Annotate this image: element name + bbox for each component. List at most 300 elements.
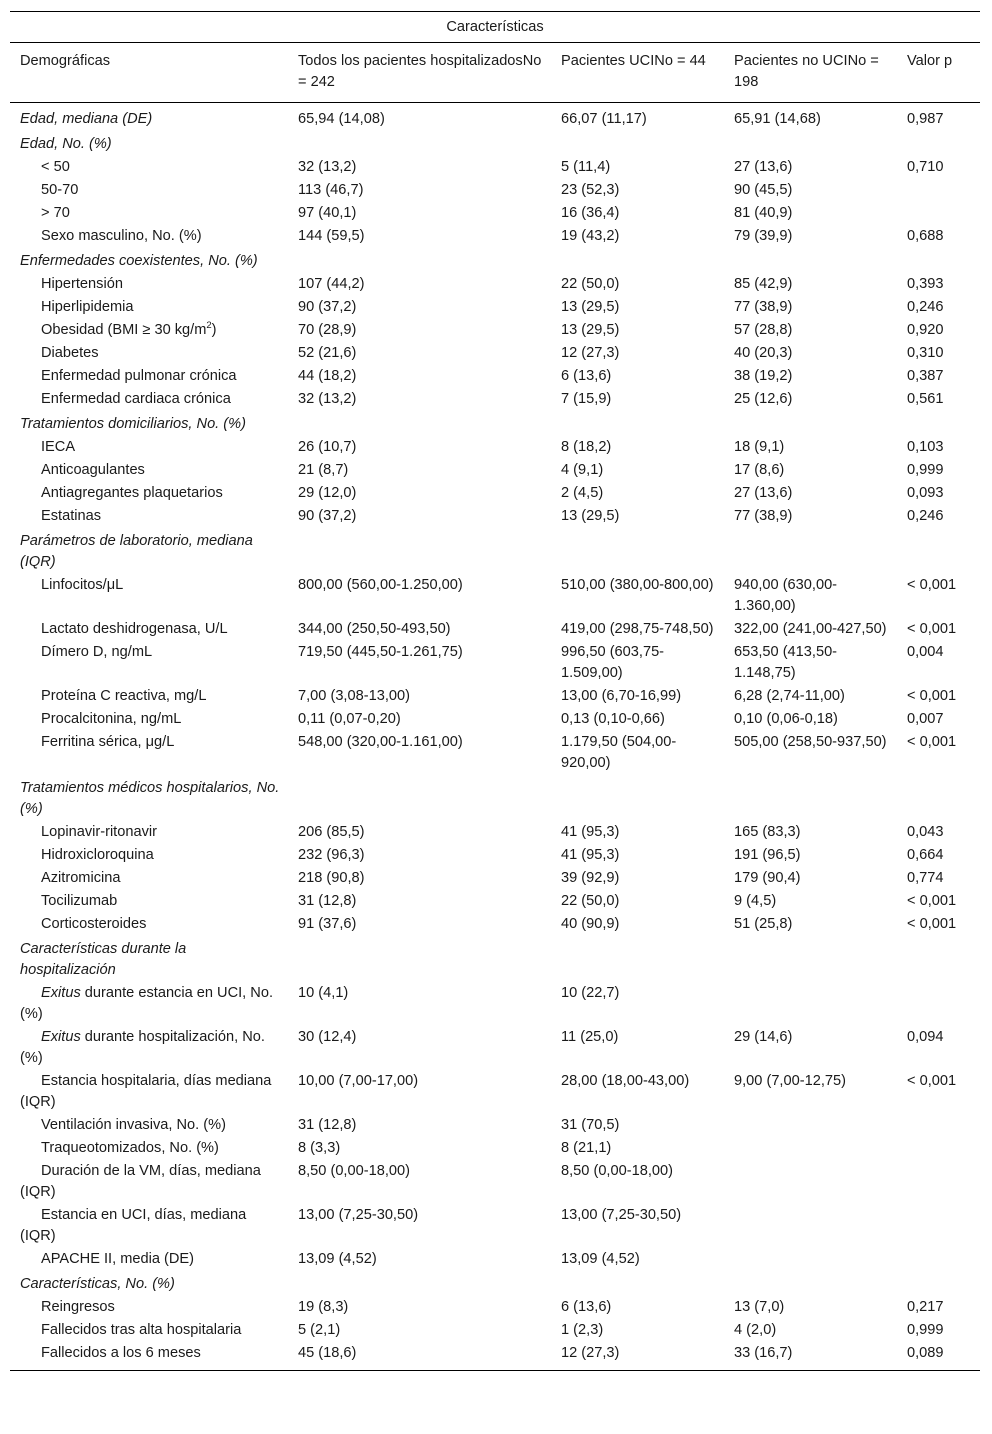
value-no-uci: 65,91 (14,68)	[734, 111, 821, 127]
row-label-text: Características durante la hospitalización	[20, 941, 187, 978]
row-label	[10, 179, 288, 202]
row-label	[10, 319, 288, 342]
value-no-uci	[724, 1114, 897, 1137]
row-label	[10, 936, 288, 982]
value-no-uci	[724, 1137, 897, 1160]
table-row	[10, 1296, 980, 1319]
value-p: 0,774	[907, 870, 944, 886]
value-p	[897, 1160, 980, 1204]
value-no-uci	[724, 131, 897, 156]
value-uci: 41 (95,3)	[561, 824, 620, 840]
value-uci: 13,09 (4,52)	[561, 1251, 640, 1267]
value-no-uci: 322,00 (241,00-427,50)	[734, 621, 887, 637]
characteristics-table	[10, 43, 980, 1370]
row-label-text: Parámetros de laboratorio, mediana (IQR)	[20, 533, 253, 570]
value-no-uci: 38 (19,2)	[734, 368, 793, 384]
value-uci: 419,00 (298,75-748,50)	[561, 621, 714, 637]
row-label	[10, 708, 288, 731]
value-uci: 2 (4,5)	[561, 485, 604, 501]
bottom-rule	[10, 1370, 980, 1371]
value-p	[897, 528, 980, 574]
value-uci: 23 (52,3)	[561, 182, 620, 198]
value-p: < 0,001	[907, 621, 957, 637]
value-no-uci: 940,00 (630,00-1.360,00)	[734, 577, 838, 614]
value-all	[288, 411, 551, 436]
table-row	[10, 618, 980, 641]
row-label-text: Ventilación invasiva, No. (%)	[41, 1117, 226, 1133]
table-row	[10, 821, 980, 844]
table-row	[10, 156, 980, 179]
row-label-text: Estancia en UCI, días, mediana (IQR)	[20, 1207, 247, 1244]
value-p: 0,217	[907, 1299, 944, 1315]
row-label-text: Estancia hospitalaria, días mediana (IQR)	[20, 1073, 272, 1110]
value-no-uci: 165 (83,3)	[734, 824, 801, 840]
row-label-text: Hidroxicloroquina	[41, 847, 154, 863]
table-row	[10, 844, 980, 867]
value-no-uci: 40 (20,3)	[734, 345, 793, 361]
row-label	[10, 103, 288, 132]
row-label	[10, 844, 288, 867]
table-row	[10, 365, 980, 388]
value-p: 0,710	[907, 159, 944, 175]
row-label-text: Obesidad (BMI ≥ 30 kg/m	[41, 322, 207, 338]
value-p: 0,310	[907, 345, 944, 361]
value-uci	[551, 131, 724, 156]
row-label-text: Lactato deshidrogenasa, U/L	[41, 621, 228, 637]
value-p	[897, 411, 980, 436]
row-label	[10, 342, 288, 365]
row-label-emphasis: Exitus	[41, 1029, 81, 1045]
value-all	[288, 1271, 551, 1296]
value-p: < 0,001	[907, 734, 957, 750]
row-label	[10, 1070, 288, 1114]
row-label	[10, 388, 288, 411]
row-label-text: Enfermedad cardiaca crónica	[41, 391, 231, 407]
table-row	[10, 641, 980, 685]
table-row	[10, 982, 980, 1026]
row-label-text: Estatinas	[41, 508, 102, 524]
row-label	[10, 821, 288, 844]
value-no-uci	[724, 528, 897, 574]
value-uci: 39 (92,9)	[561, 870, 620, 886]
value-no-uci: 179 (90,4)	[734, 870, 801, 886]
row-label	[10, 574, 288, 618]
value-p: < 0,001	[907, 916, 957, 932]
row-label	[10, 641, 288, 685]
value-no-uci: 51 (25,8)	[734, 916, 793, 932]
row-label-text: Antiagregantes plaquetarios	[41, 485, 223, 501]
value-no-uci: 653,50 (413,50-1.148,75)	[734, 644, 838, 681]
section-row	[10, 528, 980, 574]
row-label	[10, 890, 288, 913]
row-label	[10, 1319, 288, 1342]
value-no-uci: 57 (28,8)	[734, 322, 793, 338]
table-row	[10, 388, 980, 411]
value-no-uci	[724, 982, 897, 1026]
value-all: 344,00 (250,50-493,50)	[298, 621, 451, 637]
value-p	[897, 775, 980, 821]
value-all: 10 (4,1)	[298, 985, 349, 1001]
row-label	[10, 459, 288, 482]
row-label-text: Edad, mediana (DE)	[20, 111, 153, 127]
value-all	[288, 528, 551, 574]
row-label	[10, 1342, 288, 1370]
table-row	[10, 436, 980, 459]
row-label	[10, 1296, 288, 1319]
row-label-text: Tratamientos domiciliarios, No. (%)	[20, 416, 246, 432]
value-uci: 1 (2,3)	[561, 1322, 604, 1338]
value-no-uci	[724, 1204, 897, 1248]
value-all: 29 (12,0)	[298, 485, 357, 501]
value-all	[288, 248, 551, 273]
row-label-text: Procalcitonina, ng/mL	[41, 711, 182, 727]
value-uci: 28,00 (18,00-43,00)	[561, 1073, 690, 1089]
header-no-uci: Pacientes no UCINo = 198	[734, 53, 879, 90]
value-no-uci: 4 (2,0)	[734, 1322, 777, 1338]
value-uci: 8 (21,1)	[561, 1140, 612, 1156]
row-label-text: Características, No. (%)	[20, 1276, 175, 1292]
value-all: 91 (37,6)	[298, 916, 357, 932]
value-all: 13,00 (7,25-30,50)	[298, 1207, 419, 1223]
value-all: 5 (2,1)	[298, 1322, 341, 1338]
value-uci: 66,07 (11,17)	[561, 111, 647, 127]
value-no-uci: 27 (13,6)	[734, 485, 793, 501]
value-uci	[551, 411, 724, 436]
value-p: < 0,001	[907, 1073, 957, 1089]
row-label-suffix: )	[211, 322, 217, 338]
value-all: 10,00 (7,00-17,00)	[298, 1073, 419, 1089]
value-all: 90 (37,2)	[298, 508, 357, 524]
value-no-uci: 25 (12,6)	[734, 391, 793, 407]
row-label-text: Corticosteroides	[41, 916, 147, 932]
value-no-uci	[724, 1160, 897, 1204]
row-label-text: Fallecidos a los 6 meses	[41, 1345, 201, 1361]
value-uci: 5 (11,4)	[561, 159, 611, 175]
value-uci: 12 (27,3)	[561, 1345, 620, 1361]
value-p: 0,664	[907, 847, 944, 863]
value-no-uci: 9,00 (7,00-12,75)	[734, 1073, 846, 1089]
value-no-uci: 33 (16,7)	[734, 1345, 793, 1361]
row-label-text: APACHE II, media (DE)	[41, 1251, 194, 1267]
row-label	[10, 1137, 288, 1160]
table-row	[10, 459, 980, 482]
value-p: 0,094	[907, 1029, 944, 1045]
value-uci: 22 (50,0)	[561, 893, 620, 909]
row-label	[10, 731, 288, 775]
value-no-uci: 77 (38,9)	[734, 508, 793, 524]
value-p	[897, 1204, 980, 1248]
row-label-text: Lopinavir-ritonavir	[41, 824, 157, 840]
value-all: 26 (10,7)	[298, 439, 357, 455]
value-uci: 11 (25,0)	[561, 1029, 619, 1045]
header-valor-p: Valor p	[907, 53, 953, 69]
row-label	[10, 505, 288, 528]
value-all: 206 (85,5)	[298, 824, 365, 840]
value-p	[897, 179, 980, 202]
section-row	[10, 1271, 980, 1296]
value-p: 0,999	[907, 462, 944, 478]
value-all: 65,94 (14,08)	[298, 111, 385, 127]
row-label-text: durante hospitalización, No. (%)	[20, 1029, 265, 1066]
value-p	[897, 1137, 980, 1160]
value-all: 232 (96,3)	[298, 847, 365, 863]
value-p: 0,103	[907, 439, 944, 455]
value-uci: 13 (29,5)	[561, 299, 620, 315]
value-uci: 7 (15,9)	[561, 391, 612, 407]
row-label	[10, 685, 288, 708]
value-p	[897, 248, 980, 273]
value-no-uci: 81 (40,9)	[734, 205, 793, 221]
row-label	[10, 528, 288, 574]
table-row	[10, 296, 980, 319]
row-label-text: Enfermedades coexistentes, No. (%)	[20, 253, 258, 269]
section-row	[10, 248, 980, 273]
value-uci: 16 (36,4)	[561, 205, 620, 221]
value-all: 719,50 (445,50-1.261,75)	[298, 644, 463, 660]
table-row	[10, 1114, 980, 1137]
table-row	[10, 1026, 980, 1070]
value-no-uci	[724, 936, 897, 982]
row-label-text: durante estancia en UCI, No. (%)	[20, 985, 274, 1022]
row-label	[10, 1026, 288, 1070]
value-uci: 510,00 (380,00-800,00)	[561, 577, 714, 593]
value-uci: 13,00 (6,70-16,99)	[561, 688, 682, 704]
value-p: 0,246	[907, 508, 944, 524]
row-label-text: Diabetes	[41, 345, 99, 361]
row-label	[10, 775, 288, 821]
table-row	[10, 708, 980, 731]
row-label-text: Enfermedad pulmonar crónica	[41, 368, 237, 384]
table-row	[10, 225, 980, 248]
value-p: < 0,001	[907, 893, 957, 909]
value-no-uci: 17 (8,6)	[734, 462, 785, 478]
value-all: 44 (18,2)	[298, 368, 357, 384]
table-row	[10, 574, 980, 618]
row-label	[10, 913, 288, 936]
table-row	[10, 179, 980, 202]
value-p	[897, 936, 980, 982]
value-no-uci	[724, 248, 897, 273]
table-row	[10, 273, 980, 296]
value-no-uci: 0,10 (0,06-0,18)	[734, 711, 838, 727]
value-uci: 41 (95,3)	[561, 847, 620, 863]
value-no-uci: 79 (39,9)	[734, 228, 793, 244]
value-all: 30 (12,4)	[298, 1029, 357, 1045]
row-label-text: Edad, No. (%)	[20, 136, 112, 152]
row-label-text: Anticoagulantes	[41, 462, 145, 478]
row-label	[10, 248, 288, 273]
value-no-uci	[724, 1248, 897, 1271]
value-all: 90 (37,2)	[298, 299, 357, 315]
header-uci: Pacientes UCINo = 44	[561, 53, 706, 69]
row-label-text: Traqueotomizados, No. (%)	[41, 1140, 219, 1156]
row-label	[10, 225, 288, 248]
row-label-text: 50-70	[41, 182, 79, 198]
table-row	[10, 890, 980, 913]
table-row	[10, 342, 980, 365]
value-all: 97 (40,1)	[298, 205, 357, 221]
row-label-text: Tratamientos médicos hospitalarios, No. (%)	[20, 780, 280, 817]
row-label	[10, 202, 288, 225]
table-row	[10, 685, 980, 708]
header-todos: Todos los pacientes hospitalizadosNo = 242	[298, 53, 542, 90]
row-label-text: Hipertensión	[41, 276, 123, 292]
value-no-uci: 90 (45,5)	[734, 182, 793, 198]
value-p: 0,561	[907, 391, 944, 407]
value-all: 0,11 (0,07-0,20)	[298, 711, 401, 727]
row-label	[10, 982, 288, 1026]
value-no-uci	[724, 775, 897, 821]
value-uci: 12 (27,3)	[561, 345, 620, 361]
value-p	[897, 131, 980, 156]
value-uci	[551, 1271, 724, 1296]
value-all	[288, 936, 551, 982]
row-label	[10, 1271, 288, 1296]
value-all: 13,09 (4,52)	[298, 1251, 377, 1267]
value-uci: 10 (22,7)	[561, 985, 620, 1001]
value-p: 0,007	[907, 711, 944, 727]
row-label	[10, 436, 288, 459]
table-caption: Características	[10, 12, 980, 43]
value-p: 0,093	[907, 485, 944, 501]
value-no-uci: 13 (7,0)	[734, 1299, 785, 1315]
row-label-text: Sexo masculino, No. (%)	[41, 228, 202, 244]
table-row	[10, 1319, 980, 1342]
value-p: 0,920	[907, 322, 944, 338]
value-p: 0,999	[907, 1322, 944, 1338]
row-label-text: IECA	[41, 439, 76, 455]
value-uci: 996,50 (603,75-1.509,00)	[561, 644, 665, 681]
value-no-uci: 18 (9,1)	[734, 439, 785, 455]
value-p: 0,987	[907, 111, 944, 127]
value-all: 19 (8,3)	[298, 1299, 349, 1315]
table-row	[10, 1070, 980, 1114]
value-p	[897, 202, 980, 225]
value-all: 21 (8,7)	[298, 462, 349, 478]
value-uci: 8,50 (0,00-18,00)	[561, 1163, 673, 1179]
value-uci: 13 (29,5)	[561, 322, 620, 338]
table-row	[10, 867, 980, 890]
value-uci: 1.179,50 (504,00-920,00)	[561, 734, 677, 771]
section-row	[10, 131, 980, 156]
value-no-uci: 29 (14,6)	[734, 1029, 793, 1045]
row-label	[10, 1248, 288, 1271]
value-p	[897, 1114, 980, 1137]
section-row	[10, 936, 980, 982]
value-p: 0,393	[907, 276, 944, 292]
value-no-uci: 6,28 (2,74-11,00)	[734, 688, 845, 704]
value-no-uci	[724, 1271, 897, 1296]
value-uci: 22 (50,0)	[561, 276, 620, 292]
section-row	[10, 103, 980, 132]
table-row	[10, 202, 980, 225]
table-row	[10, 1137, 980, 1160]
value-uci: 6 (13,6)	[561, 1299, 612, 1315]
table-row	[10, 1248, 980, 1271]
table-row	[10, 913, 980, 936]
row-label	[10, 1204, 288, 1248]
value-p	[897, 982, 980, 1026]
header-row	[10, 43, 980, 103]
value-all: 31 (12,8)	[298, 1117, 357, 1133]
value-no-uci: 9 (4,5)	[734, 893, 777, 909]
value-uci: 13 (29,5)	[561, 508, 620, 524]
value-all: 31 (12,8)	[298, 893, 357, 909]
header-demograficas: Demográficas	[20, 53, 111, 69]
value-uci: 6 (13,6)	[561, 368, 612, 384]
value-all: 8,50 (0,00-18,00)	[298, 1163, 410, 1179]
row-label	[10, 296, 288, 319]
value-uci: 4 (9,1)	[561, 462, 604, 478]
row-label	[10, 1114, 288, 1137]
row-label-text: Reingresos	[41, 1299, 115, 1315]
row-label	[10, 1160, 288, 1204]
row-label-text: Fallecidos tras alta hospitalaria	[41, 1322, 242, 1338]
row-label-text: > 70	[41, 205, 70, 221]
value-p: 0,043	[907, 824, 944, 840]
value-all: 7,00 (3,08-13,00)	[298, 688, 410, 704]
value-uci	[551, 248, 724, 273]
table-container	[10, 11, 980, 1371]
value-p: 0,246	[907, 299, 944, 315]
table-row	[10, 319, 980, 342]
value-no-uci: 27 (13,6)	[734, 159, 793, 175]
value-uci	[551, 775, 724, 821]
value-p: < 0,001	[907, 688, 957, 704]
value-all: 32 (13,2)	[298, 159, 357, 175]
value-p: < 0,001	[907, 577, 957, 593]
row-label-text: Tocilizumab	[41, 893, 118, 909]
value-all: 548,00 (320,00-1.161,00)	[298, 734, 463, 750]
section-row	[10, 775, 980, 821]
value-p	[897, 1248, 980, 1271]
row-label	[10, 365, 288, 388]
row-label-text: < 50	[41, 159, 70, 175]
value-all: 144 (59,5)	[298, 228, 365, 244]
value-p: 0,387	[907, 368, 944, 384]
value-no-uci: 77 (38,9)	[734, 299, 793, 315]
value-p: 0,688	[907, 228, 944, 244]
value-uci	[551, 528, 724, 574]
row-label-superscript: 2	[206, 320, 212, 332]
value-no-uci	[724, 411, 897, 436]
table-row	[10, 1204, 980, 1248]
row-label-text: Linfocitos/μL	[41, 577, 124, 593]
table-body	[10, 103, 980, 1371]
value-no-uci: 85 (42,9)	[734, 276, 793, 292]
value-all: 52 (21,6)	[298, 345, 357, 361]
value-all: 107 (44,2)	[298, 276, 365, 292]
value-p	[897, 1271, 980, 1296]
row-label-text: Dímero D, ng/mL	[41, 644, 153, 660]
section-row	[10, 411, 980, 436]
value-all: 70 (28,9)	[298, 322, 357, 338]
value-uci: 31 (70,5)	[561, 1117, 620, 1133]
value-p: 0,004	[907, 644, 944, 660]
row-label-text: Azitromicina	[41, 870, 121, 886]
value-no-uci: 505,00 (258,50-937,50)	[734, 734, 887, 750]
value-all: 800,00 (560,00-1.250,00)	[298, 577, 463, 593]
value-uci: 40 (90,9)	[561, 916, 620, 932]
row-label	[10, 131, 288, 156]
row-label-text: Duración de la VM, días, mediana (IQR)	[20, 1163, 261, 1200]
value-all: 32 (13,2)	[298, 391, 357, 407]
row-label	[10, 273, 288, 296]
value-uci: 19 (43,2)	[561, 228, 620, 244]
value-uci: 13,00 (7,25-30,50)	[561, 1207, 682, 1223]
row-label	[10, 482, 288, 505]
value-uci	[551, 936, 724, 982]
